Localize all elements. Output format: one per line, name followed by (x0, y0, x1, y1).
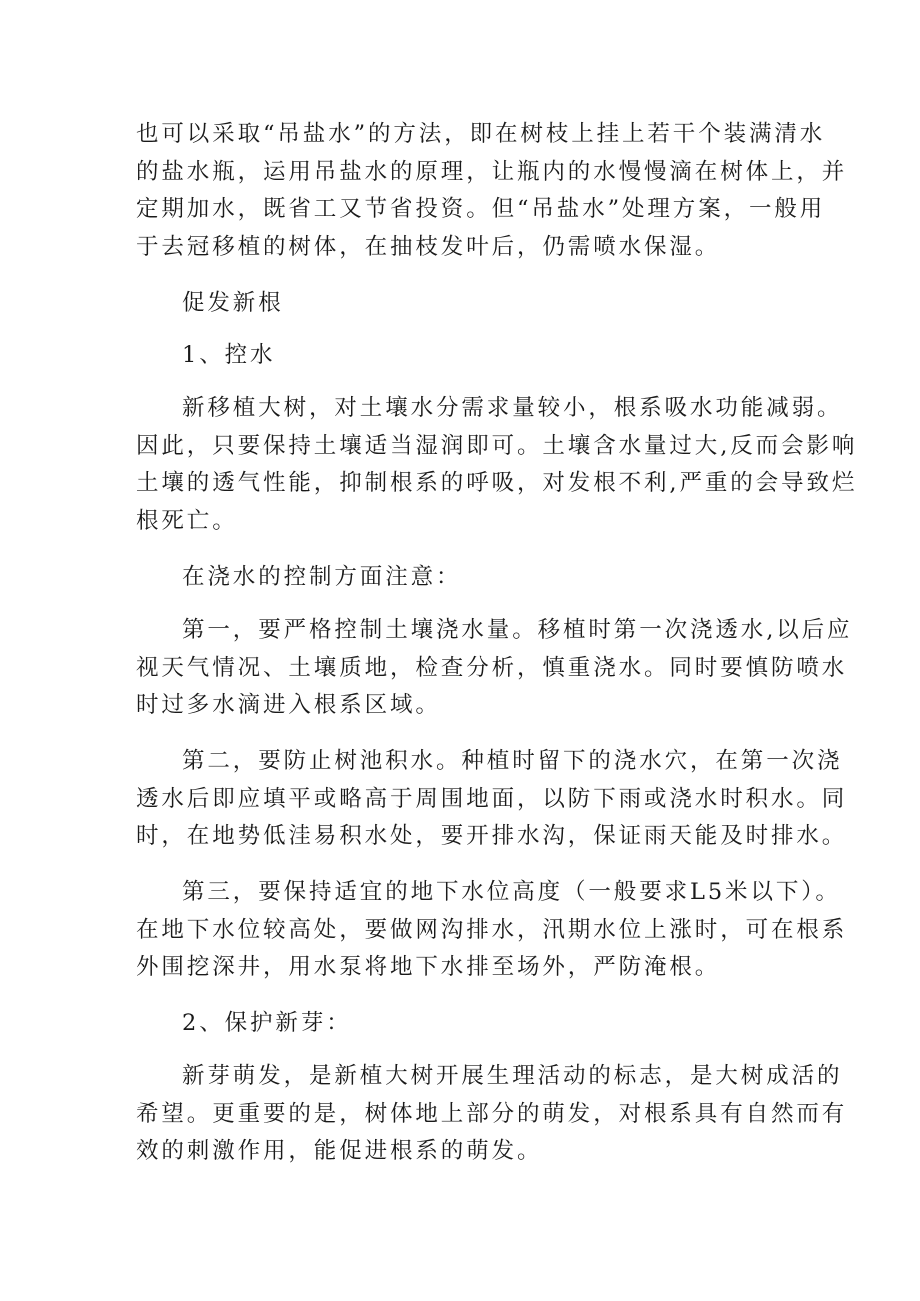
text-line: 第二，要防止树池积水。种植时留下的浇水穴，在第一次浇 (182, 748, 843, 774)
text-line: 于去冠移植的树体，在抽枝发叶后，仍需喷水保湿。 (136, 233, 721, 260)
paragraph-drip-salt-water (136, 116, 848, 266)
text-line: 视天气情况、土壤质地，检查分析，慎重浇水。同时要慎防喷水 (136, 654, 848, 681)
subheading-water-control (136, 337, 790, 375)
text-line: 定期加水，既省工又节省投资。但“吊盐水”处理方案，一般用 (136, 196, 826, 222)
text-line: 效的刺激作用，能促进根系的萌发。 (136, 1138, 543, 1164)
paragraph-watering-notes-intro (136, 559, 790, 597)
text-line: 因此，只要保持土壤适当湿润即可。土壤含水量过大,反而会影响 (136, 432, 858, 459)
heading-line: 促发新根 (182, 290, 284, 316)
text-line: 外围挖深井，用水泵将地下水排至场外，严防淹根。 (136, 954, 721, 980)
text-line: 在地下水位较高处，要做网沟排水，汛期水位上涨时，可在根系 (136, 916, 848, 943)
text-line: 土壤的透气性能，抑制根系的呼吸，对发根不利,严重的会导致烂 (136, 470, 858, 496)
paragraph-new-buds (136, 1058, 848, 1171)
text-line: 新移植大树，对土壤水分需求量较小，根系吸水功能减弱。 (182, 395, 843, 421)
text-line: 的盐水瓶，运用吊盐水的原理，让瓶内的水慢慢滴在树体上，并 (136, 158, 848, 185)
text-line: 在浇水的控制方面注意： (182, 564, 462, 590)
heading-line: 1、控水 (182, 342, 276, 368)
paragraph-third-point (136, 874, 848, 987)
text-line: 根死亡。 (136, 507, 238, 534)
text-line: 第一，要严格控制土壤浇水量。移植时第一次浇透水,以后应 (182, 617, 853, 643)
paragraph-second-point (136, 743, 848, 856)
text-line: 新芽萌发，是新植大树开展生理活动的标志，是大树成活的 (182, 1063, 843, 1089)
text-line: 时过多水滴进入根系区域。 (136, 692, 441, 718)
text-line: 第三，要保持适宜的地下水位高度（一般要求L5米以下）。 (182, 879, 841, 905)
paragraph-new-transplant (136, 390, 858, 540)
text-line: 希望。更重要的是，树体地上部分的萌发，对根系具有自然而有 (136, 1100, 848, 1127)
text-line: 时，在地势低洼易积水处，要开排水沟，保证雨天能及时排水。 (136, 823, 848, 849)
paragraph-first-point (136, 612, 853, 725)
text-line: 透水后即应填平或略高于周围地面，以防下雨或浇水时积水。同 (136, 785, 848, 812)
text-line: 也可以采取“吊盐水”的方法，即在树枝上挂上若干个装满清水 (136, 121, 826, 147)
heading-line: 2、保护新芽： (182, 1010, 352, 1036)
section-heading-promote-roots (136, 285, 790, 323)
subheading-protect-new-buds (136, 1005, 790, 1043)
